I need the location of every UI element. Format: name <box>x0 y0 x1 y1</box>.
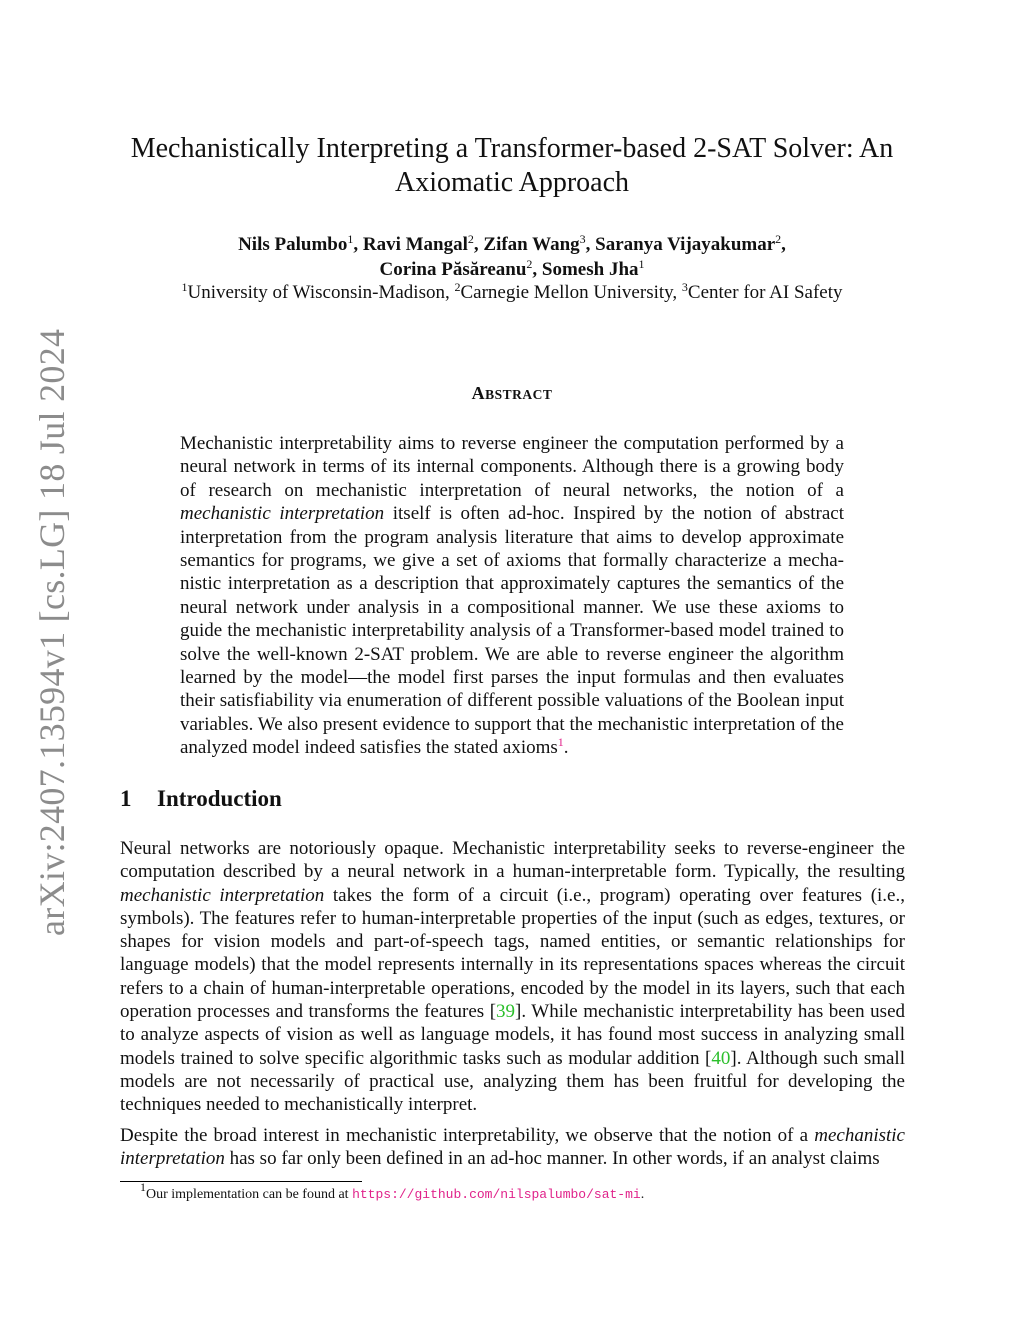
abstract-text: . <box>563 737 569 759</box>
author-list <box>100 232 924 282</box>
author-name: Corina Păsăreanu <box>379 259 527 280</box>
author-separator: , <box>473 234 484 255</box>
affiliation-separator: , <box>444 282 455 303</box>
author-name: Zifan Wang <box>483 234 580 255</box>
paragraph-emphasis: mechanistic interpretation <box>120 1125 905 1170</box>
affiliation-name: Carnegie Mellon University <box>460 282 673 303</box>
abstract-heading <box>100 383 924 404</box>
repository-link[interactable]: https://github.com/nilspalumbo/sat-mi <box>352 1187 641 1202</box>
author-separator: , <box>353 234 363 255</box>
affiliation-mark: 1 <box>181 280 188 294</box>
abstract-body <box>180 432 844 760</box>
paragraph-emphasis: mechanistic interpretation <box>120 884 325 906</box>
author-name: Somesh Jha <box>541 259 639 280</box>
author-affiliation-mark: 2 <box>526 257 533 271</box>
author-affiliation-mark: 1 <box>638 257 645 271</box>
author-separator: , <box>585 234 596 255</box>
paragraph-text: ]. While mechanistic interpretability has been used to analyze aspects of vision as well as language models, it has found most success in analyzing small models trained to solve specific algorithmic tasks such as modular addition [ <box>120 1001 905 1069</box>
intro-paragraph <box>120 1124 905 1171</box>
paragraph-text: ]. Although such small models are not necessarily of practical use, analyzing them has been fruitful for developing the techniques needed to mechanistically interpret. <box>120 1047 905 1116</box>
section-heading <box>120 786 282 812</box>
affiliation-name: University of Wisconsin-Madison <box>187 282 445 303</box>
section-title: Introduction <box>157 786 282 811</box>
citation-link[interactable]: 39 <box>496 1001 516 1023</box>
author-name: Ravi Mangal <box>362 234 468 255</box>
footnote-number: 1 <box>140 1180 146 1194</box>
footnote-link[interactable]: 1 <box>557 735 564 750</box>
abstract-text: itself is often ad-hoc. Inspired by the notion of abstract interpretation from the program analysis literature that aims to develop approximate semantics for programs, we give a set of axioms that formally characterize a mechanistic interpretation as a description that approximately captures the semantics of the neural network under analysis in a compositional manner. We use these axioms to guide the mechanistic interpretability analysis of a Transformer-based model trained to solve the well-known 2-SAT problem. We are able to reverse engineer the algorithm learned by the model—the model first parses the input formulas and then evaluates their satisfiability via enumeration of different possible valuations of the Boolean input variables. We also present evidence to support that the mechanistic interpretation of the analyzed model indeed satisfies the stated axioms <box>180 503 844 759</box>
author-separator: , <box>781 234 786 255</box>
affiliation-mark: 2 <box>454 280 461 294</box>
author-affiliation-mark: 1 <box>347 232 354 246</box>
intro-paragraph <box>120 837 905 1117</box>
footnote <box>140 1180 645 1205</box>
author-affiliation-mark: 2 <box>467 232 474 246</box>
paragraph-text: takes the form of a circuit (i.e., program) operating over features (i.e., symbols). The features refer to human-interpretable properties of the input (such as edges, textures, or shapes for vision models and part-of-speech tags, named entities, or semantic relationships for language models) that the model represents internally in its representations spaces whereas the circuit refers to a chain of human-interpretable operations, encoded by the model in its layers, such that each operation processes and transforms the features [ <box>120 884 905 1023</box>
abstract-text: Mechanistic interpretability aims to reverse engineer the computation performed by a neural network in terms of its internal components. Although there is a growing body of research on mechanistic interpretation of neural networks, the notion of a <box>180 433 844 501</box>
author-name: Nils Palumbo <box>238 234 348 255</box>
paragraph-text: has so far only been defined in an ad-hoc manner. In other words, if an analyst claims <box>224 1148 880 1170</box>
author-separator: , <box>532 259 542 280</box>
paragraph-text: Neural networks are notoriously opaque. Mechanistic interpretability seeks to reverse-engineer the computation described by a neural network in a human-interpretable form. Typically, the resulting <box>120 838 905 883</box>
affiliation-separator: , <box>672 282 682 303</box>
footnote-text: Our implementation can be found at <box>146 1187 353 1202</box>
author-name: Saranya Vijayakumar <box>595 234 776 255</box>
abstract-heading-initial: A <box>471 383 486 403</box>
paper-title: Mechanistically Interpreting a Transformer-based 2-SAT Solver: An Axiomatic Approach <box>130 133 894 198</box>
footnote-text: . <box>640 1187 645 1202</box>
affiliation-list <box>100 281 924 305</box>
author-affiliation-mark: 3 <box>579 232 586 246</box>
arxiv-sidebar-stamp: arXiv:2407.13594v1 [cs.LG] 18 Jul 2024 <box>32 328 72 936</box>
paragraph-text: Despite the broad interest in mechanistic interpretability, we observe that the notion of a <box>120 1125 815 1146</box>
affiliation-mark: 3 <box>681 280 688 294</box>
citation-link[interactable]: 40 <box>711 1047 731 1069</box>
affiliation-name: Center for AI Safety <box>687 282 843 303</box>
footnote-rule <box>120 1181 362 1182</box>
section-number: 1 <box>120 786 132 811</box>
author-affiliation-mark: 2 <box>775 232 782 246</box>
abstract-emphasis: mechanistic interpretation <box>180 503 385 525</box>
abstract-heading-smallcaps: BSTRACT <box>485 387 553 402</box>
